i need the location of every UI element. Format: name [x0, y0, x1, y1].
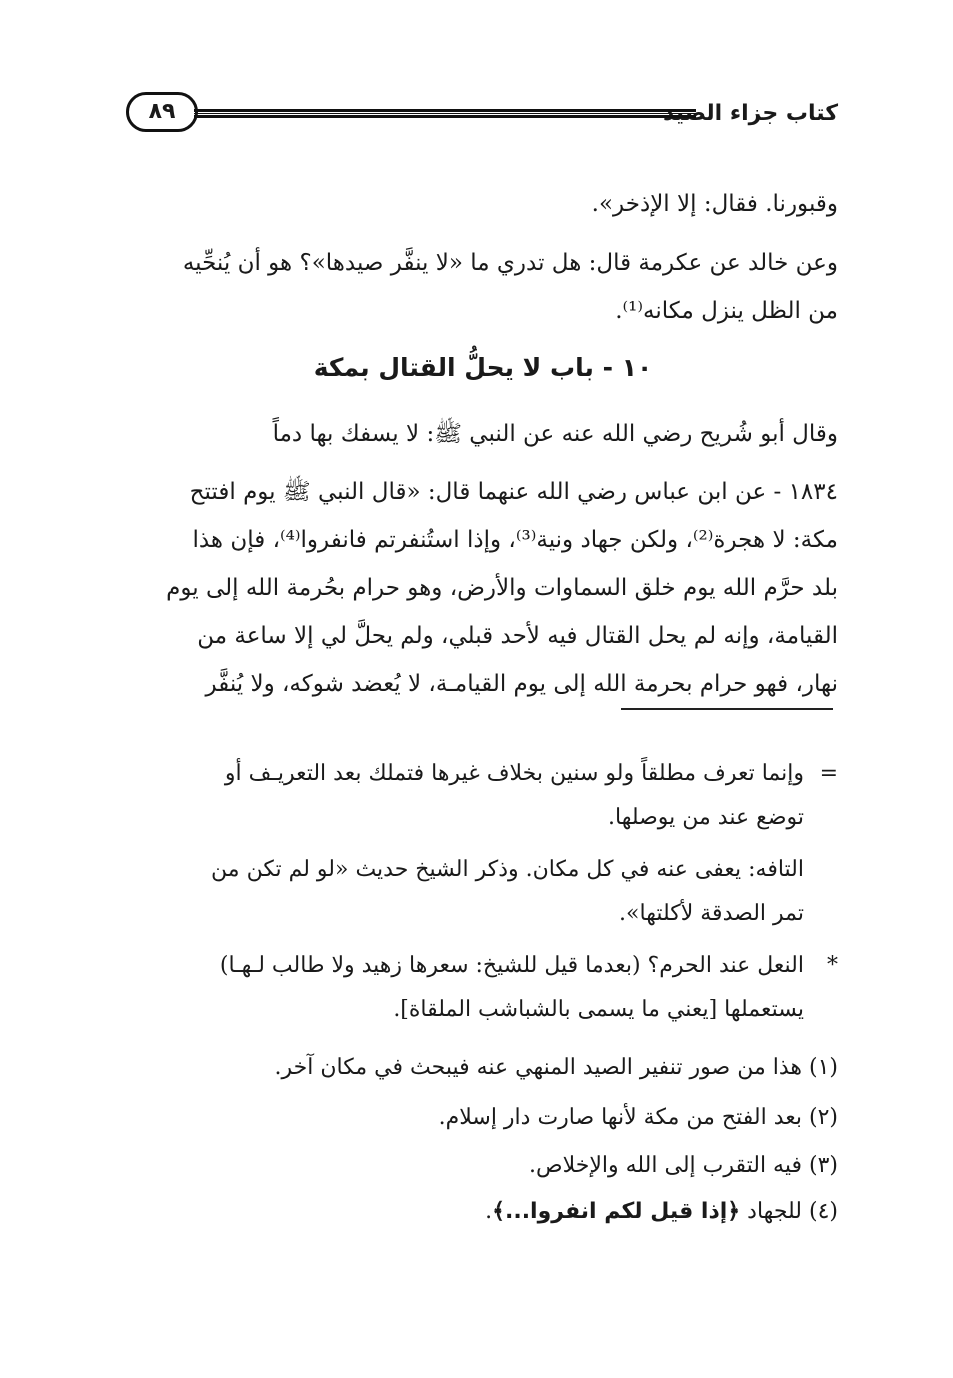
- page-number: ٨٩: [126, 92, 198, 132]
- footnote-punct: .: [485, 1199, 493, 1224]
- footnote-line: يستعملها [يعني ما يسمى بالشباشب الملقاة].: [393, 997, 804, 1022]
- quran-quote: ﴿إذا قيل لكم انفروا...﴾: [492, 1199, 741, 1224]
- paragraph-1: [128, 180, 838, 228]
- footnote-line: تمر الصدقة لأكلتها».: [619, 901, 804, 926]
- book-title: كتاب جزاء الصيد: [663, 101, 838, 126]
- footnote-line: التافه: يعفى عنه في كل مكان. وذكر الشيخ حديث «لو لم تكن من: [211, 857, 804, 882]
- footnote-continuation: [128, 752, 838, 840]
- footnote-line: وإنما تعرف مطلقاً ولو سنين بخلاف غيرها فتملك بعد التعريـف أو: [224, 761, 804, 786]
- footnote-line: (١) هذا من صور تنفير الصيد المنهي عنه فيبحث في مكان آخر.: [274, 1055, 838, 1080]
- paragraph-line: وقبورنا. فقال: إلا الإذخر».: [591, 191, 838, 217]
- hadith-line: مكة: لا هجرة⁽²⁾، ولكن جهاد ونية⁽³⁾، وإذا استُنفرتم فانفروا⁽⁴⁾، فإن هذا: [192, 527, 838, 553]
- footnote-1: [128, 1046, 838, 1090]
- paragraph-2: [128, 239, 838, 335]
- hadith-line: نهار، فهو حرام بحرمة الله إلى يوم القيامـة، لا يُعضد شوكه، ولا يُنفَّر: [205, 671, 838, 697]
- paragraph-line: من الظل ينزل مكانه⁽¹⁾.: [615, 298, 838, 324]
- footnote-4: [128, 1190, 838, 1234]
- footnote-3: [128, 1144, 838, 1188]
- chapter-heading: ١٠ - باب لا يحلُّ القتال بمكة: [313, 353, 653, 382]
- star-marker: *: [827, 953, 838, 978]
- footnote-line: (٤) للجهاد: [747, 1199, 838, 1224]
- hadith-line: بلد حرَّم الله يوم خلق السماوات والأرض، وهو حرام بحُرمة الله إلى يوم: [166, 575, 838, 601]
- footnote-separator: [621, 708, 833, 710]
- footnote-line: توضع عند من يوصلها.: [608, 805, 804, 830]
- page-header: [126, 92, 838, 140]
- paragraph-line: وقال أبو شُريح رضي الله عنه عن النبي ﷺ: لا يسفك بها دماً: [272, 421, 838, 447]
- footnote-2: [128, 1096, 838, 1140]
- footnote-line: النعل عند الحرم؟ (بعدما قيل للشيخ: سعرها زهيد ولا طالب لـهـا): [219, 953, 804, 978]
- header-rule: [194, 109, 696, 118]
- footnote-line: (٣) فيه التقرب إلى الله والإخلاص.: [529, 1153, 838, 1178]
- paragraph-line: وعن خالد عن عكرمة قال: هل تدري ما «لا ينفَّر صيدها»؟ هو أن يُنحِّيه: [182, 250, 838, 276]
- footnote-line: (٢) بعد الفتح من مكة لأنها صارت دار إسلام.: [438, 1105, 838, 1130]
- footnote-note: [128, 848, 838, 936]
- hadith-paragraph: [128, 468, 838, 708]
- hadith-line: القيامة، وإنه لم يحل القتال فيه لأحد قبلي، ولم يحلَّ لي إلا ساعة من: [197, 623, 838, 649]
- continuation-marker: =: [819, 761, 838, 786]
- footnote-star: [128, 944, 838, 1032]
- paragraph-3: [128, 410, 838, 458]
- hadith-line: ١٨٣٤ - عن ابن عباس رضي الله عنهما قال: «قال النبي ﷺ يوم افتتح: [189, 479, 838, 505]
